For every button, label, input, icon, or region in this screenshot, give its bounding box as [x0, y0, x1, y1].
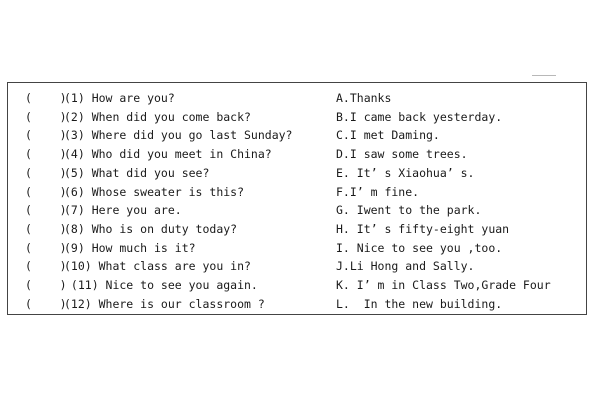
exercise-row	[8, 164, 586, 182]
exercise-row	[8, 108, 586, 126]
matching-exercise-box	[7, 82, 587, 315]
answer-option: H. It’ s fifty-eight yuan	[336, 221, 510, 236]
exercise-row	[8, 220, 586, 238]
answer-blank: ( )	[25, 259, 67, 274]
answer-option: J.Li Hong and Sally.	[336, 259, 475, 274]
answer-blank: ( )	[25, 147, 67, 162]
answer-blank: ( )	[25, 221, 67, 236]
exercise-row	[8, 126, 586, 144]
answer-option: A.Thanks	[336, 91, 392, 105]
question-text: (3) Where did you go last Sunday?	[64, 128, 293, 143]
exercise-row	[8, 183, 586, 201]
exercise-row	[8, 89, 586, 107]
question-text: (5) What did you see?	[64, 165, 210, 180]
answer-option: E. It’ s Xiaohua’ s.	[336, 165, 475, 180]
answer-option: F.I’ m fine.	[336, 184, 420, 199]
answer-blank: ( )	[25, 165, 67, 180]
question-text: (12) Where is our classroom ?	[64, 296, 265, 311]
answer-option: C.I met Daming.	[336, 128, 440, 143]
answer-option: B.I came back yesterday.	[336, 109, 503, 124]
answer-blank: ( )	[25, 296, 67, 311]
answer-blank: ( )	[25, 203, 67, 218]
answer-blank: ( )	[25, 109, 67, 124]
exercise-row	[8, 145, 586, 163]
answer-blank: ( )	[25, 91, 67, 105]
answer-blank: ( )	[25, 240, 67, 255]
exercise-row	[8, 276, 586, 294]
answer-blank: ( )	[25, 278, 67, 292]
question-text: (4) Who did you meet in China?	[64, 147, 272, 162]
question-text: (11) Nice to see you again.	[64, 278, 258, 292]
exercise-row	[8, 201, 586, 219]
question-text: (1) How are you?	[64, 91, 175, 105]
decorative-dash	[532, 75, 556, 76]
answer-blank: ( )	[25, 184, 67, 199]
answer-option: L. In the new building.	[336, 296, 503, 311]
answer-option: K. I’ m in Class Two,Grade Four	[336, 278, 551, 292]
question-text: (8) Who is on duty today?	[64, 221, 238, 236]
question-text: (10) What class are you in?	[64, 259, 251, 274]
answer-option: D.I saw some trees.	[336, 147, 468, 162]
exercise-row	[8, 257, 586, 275]
question-text: (9) How much is it?	[64, 240, 196, 255]
answer-option: I. Nice to see you ,too.	[336, 240, 503, 255]
question-text: (2) When did you come back?	[64, 109, 251, 124]
question-text: (6) Whose sweater is this?	[64, 184, 245, 199]
question-text: (7) Here you are.	[64, 203, 182, 218]
exercise-row	[8, 295, 586, 313]
answer-blank: ( )	[25, 128, 67, 143]
exercise-row	[8, 239, 586, 257]
answer-option: G. Iwent to the park.	[336, 203, 482, 218]
